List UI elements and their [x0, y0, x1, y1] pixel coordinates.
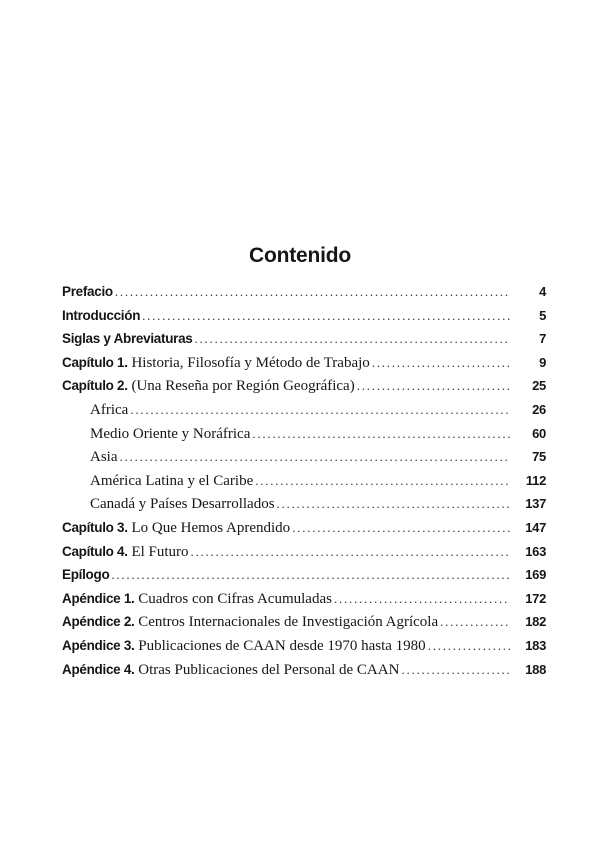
- toc-lead: Capítulo 2.: [62, 378, 128, 394]
- toc-page-number: 5: [539, 307, 546, 323]
- page-title: Contenido: [248, 244, 351, 268]
- toc-label: [62, 540, 189, 565]
- toc-lead: Epílogo: [62, 567, 110, 583]
- toc-label: [90, 446, 118, 470]
- toc-label: [90, 399, 128, 423]
- dot-leader: [292, 516, 510, 540]
- toc-lead: Apéndice 4.: [62, 661, 135, 677]
- dot-leader: [277, 492, 510, 516]
- toc-label: [62, 516, 290, 541]
- toc-title: Africa: [90, 401, 129, 418]
- toc-page-number: 7: [539, 331, 546, 347]
- dot-leader: [252, 422, 510, 446]
- toc-entry: [62, 563, 546, 587]
- toc-lead: Apéndice 2.: [62, 614, 135, 630]
- dot-leader: [115, 280, 510, 304]
- toc-subentry: [62, 492, 546, 516]
- toc-title: Otras Publicaciones del Personal de CAAN: [138, 661, 400, 678]
- toc-label: [62, 658, 399, 683]
- toc-label: [62, 304, 140, 329]
- toc-label: [62, 351, 370, 376]
- toc-page-number: 182: [525, 614, 546, 630]
- toc-entry: [62, 351, 546, 375]
- toc-title: Historia, Filosofía y Método de Trabajo: [131, 354, 370, 371]
- toc-title: Asia: [90, 449, 118, 466]
- toc-label: [62, 563, 109, 588]
- dot-leader: [111, 563, 510, 587]
- dot-leader: [142, 304, 510, 328]
- toc-lead: Capítulo 4.: [62, 543, 128, 559]
- toc-entry: [62, 634, 546, 658]
- toc-entry: [62, 516, 546, 540]
- toc-lead: Apéndice 1.: [62, 590, 135, 606]
- toc-lead: Apéndice 3.: [62, 637, 135, 653]
- toc-lead: Prefacio: [62, 284, 113, 299]
- toc-subentry: [62, 445, 546, 469]
- toc-page-number: 25: [532, 378, 546, 394]
- toc-page-number: 163: [525, 543, 546, 559]
- dot-leader: [255, 469, 510, 493]
- toc-label: [62, 634, 426, 659]
- toc-page-number: 9: [539, 354, 546, 370]
- toc-lead: Capítulo 3.: [62, 519, 128, 535]
- toc-label: [62, 280, 113, 305]
- toc-title: Publicaciones de CAAN desde 1970 hasta 1980: [138, 637, 426, 654]
- toc-entry: [62, 610, 546, 634]
- dot-leader: [130, 398, 510, 422]
- dot-leader: [440, 610, 510, 634]
- toc-title: América Latina y el Caribe: [90, 472, 254, 489]
- toc-page-number: 112: [525, 472, 546, 488]
- toc-label: [90, 423, 250, 447]
- toc-title: Lo Que Hemos Aprendido: [131, 519, 291, 536]
- toc-label: [90, 470, 253, 494]
- toc-entry: [62, 304, 546, 328]
- dot-leader: [357, 374, 510, 398]
- dot-leader: [401, 658, 510, 682]
- toc-title: Medio Oriente y Noráfrica: [90, 425, 251, 442]
- toc-subentry: [62, 398, 546, 422]
- toc-entry: [62, 540, 546, 564]
- toc-page-number: 147: [525, 519, 546, 535]
- toc-title: (Una Reseña por Región Geográfica): [131, 378, 355, 395]
- toc-entry: [62, 374, 546, 398]
- toc-page-number: 137: [525, 496, 546, 512]
- toc-page-number: 60: [532, 425, 546, 441]
- toc-lead: Siglas y Abreviaturas: [62, 331, 193, 347]
- toc-page-number: 183: [525, 637, 546, 653]
- toc-label: [62, 587, 332, 612]
- dot-leader: [334, 587, 510, 611]
- toc-entry: [62, 280, 546, 304]
- toc-label: [62, 610, 438, 635]
- toc-page-number: 75: [532, 449, 546, 465]
- toc-label: [90, 493, 275, 517]
- toc-page-number: 188: [525, 661, 546, 677]
- toc-title: Canadá y Países Desarrollados: [90, 496, 275, 513]
- toc-entry: [62, 327, 546, 351]
- toc-entry: [62, 658, 546, 682]
- toc-lead: Introducción: [62, 307, 141, 323]
- toc-page-number: 26: [532, 401, 546, 417]
- toc-title: Centros Internacionales de Investigación Agrícola: [138, 614, 439, 631]
- toc-page-number: 169: [525, 567, 546, 583]
- dot-leader: [120, 445, 511, 469]
- toc-lead: Capítulo 1.: [62, 354, 128, 370]
- table-of-contents: [62, 280, 546, 681]
- toc-label: [62, 327, 193, 352]
- toc-subentry: [62, 469, 546, 493]
- toc-subentry: [62, 422, 546, 446]
- toc-label: [62, 374, 355, 399]
- toc-entry: [62, 587, 546, 611]
- toc-page-number: 172: [525, 590, 546, 606]
- toc-page-number: 4: [539, 284, 546, 299]
- toc-title: El Futuro: [131, 543, 189, 560]
- toc-title: Cuadros con Cifras Acumuladas: [138, 590, 332, 607]
- dot-leader: [195, 327, 510, 351]
- dot-leader: [191, 540, 510, 564]
- dot-leader: [372, 351, 510, 375]
- dot-leader: [428, 634, 510, 658]
